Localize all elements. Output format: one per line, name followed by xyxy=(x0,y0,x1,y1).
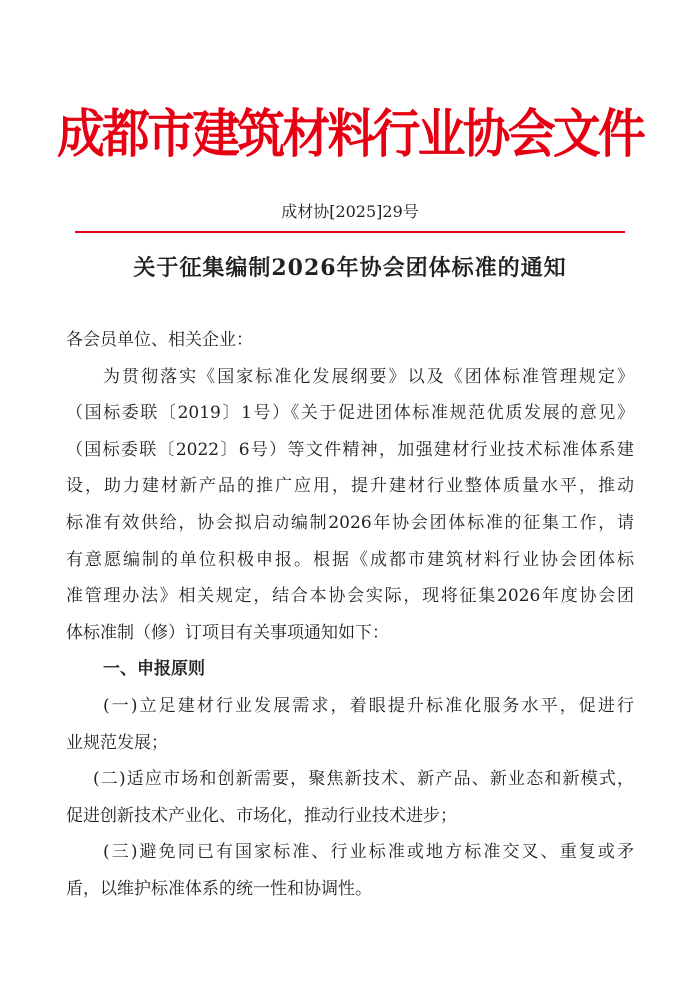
paragraph-line: 为贯彻落实《国家标准化发展纲要》以及《团体标准管理规定》 xyxy=(103,366,634,387)
paragraph-line: 设，助力建材新产品的推广应用，提升建材行业整体质量水平，推动 xyxy=(66,476,634,497)
document-number: 成材协[2025]29号 xyxy=(281,202,419,221)
principle-line: 促进创新技术产业化、市场化，推动行业技术进步； xyxy=(66,805,457,826)
paragraph-line: （国标委联〔2019〕1号）《关于促进团体标准规范优质发展的意见》 xyxy=(66,403,634,424)
section-heading: 一、申报原则 xyxy=(103,659,205,680)
principle-line: (三)避免同已有国家标准、行业标准或地方标准交叉、重复或矛 xyxy=(103,842,634,863)
principle-line: (二)适应市场和创新需要，聚焦新技术、新产品、新业态和新模式， xyxy=(93,769,634,790)
paragraph-line: 有意愿编制的单位积极申报。根据《成都市建筑材料行业协会团体标 xyxy=(66,549,634,570)
header-divider xyxy=(75,231,625,233)
document-header-title: 成都市建筑材料行业协会文件 xyxy=(56,105,644,165)
paragraph-line: 标准有效供给，协会拟启动编制2026年协会团体标准的征集工作，请 xyxy=(66,512,634,533)
principle-line: (一)立足建材行业发展需求，着眼提升标准化服务水平，促进行 xyxy=(103,695,634,716)
notice-title: 关于征集编制2026年协会团体标准的通知 xyxy=(133,255,567,281)
salutation: 各会员单位、相关企业： xyxy=(66,330,253,350)
paragraph-line: （国标委联〔2022〕6号）等文件精神，加强建材行业技术标准体系建 xyxy=(66,439,634,460)
principle-line: 业规范发展； xyxy=(66,732,168,753)
document-body xyxy=(66,326,634,912)
paragraph-line: 体标准制（修）订项目有关事项通知如下： xyxy=(66,622,389,643)
paragraph-line: 准管理办法》相关规定，结合本协会实际，现将征集2026年度协会团 xyxy=(66,586,634,607)
principle-line: 盾，以维护标准体系的统一性和协调性。 xyxy=(66,878,372,899)
